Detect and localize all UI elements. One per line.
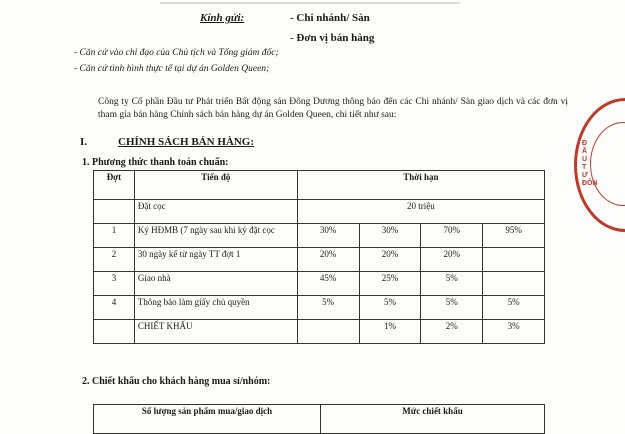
row-pct: 30% [297,224,359,248]
row-pct: 2% [421,320,483,344]
row-desc: CHIẾT KHẤU [134,320,297,344]
deposit-label: Đặt cọc [134,200,297,224]
row-pct: 45% [297,272,359,296]
row-pct: 1% [359,320,421,344]
section-number: I. [80,136,88,148]
row-pct: 5% [297,296,359,320]
row-pct: 5% [483,296,545,320]
kinh-gui-label: Kính gửi: [200,12,245,24]
row-pct: 95% [483,224,545,248]
header-thoi-han: Thời hạn [297,171,544,200]
row-dot: 4 [94,296,135,320]
row-desc: Ký HĐMB (7 ngày sau khi ký đặt cọc [134,224,297,248]
row-dot: 1 [94,224,135,248]
row-pct: 70% [421,224,483,248]
header-tien-do: Tiến độ [134,171,297,200]
row-desc: 30 ngày kể từ ngày TT đợt 1 [134,248,297,272]
cropped-header-line [160,0,460,4]
section-title: CHÍNH SÁCH BÁN HÀNG: [118,136,254,148]
bulk-discount-table [93,404,545,434]
row-pct: 20% [297,248,359,272]
recipient-1: - Chi nhánh/ Sàn [290,12,370,24]
row-pct: 25% [359,272,421,296]
company-seal-lettering: Đ Ầ U T Ư ĐÔN [582,140,598,187]
intro-paragraph: Công ty Cổ phần Đầu tư Phát triển Bất động sản Đông Dương thông báo đến các Chi nhánh/ Sàn giao dịch và các đơn vị tham gia bán hàng Chính sách bán hàng dự án Golden Queen, chi tiết như sau: [98,97,568,120]
row-pct [297,320,359,344]
disc-col-rate: Mức chiết khấu [321,405,545,434]
table-row [94,296,545,320]
row-dot: 2 [94,248,135,272]
table-row-discount [94,320,545,344]
header-dot: Đợt [94,171,135,200]
table-row [94,248,545,272]
recipient-2: - Đơn vị bán hàng [290,32,375,44]
row-pct [483,272,545,296]
row-pct [483,248,545,272]
row-pct: 3% [483,320,545,344]
deposit-value: 20 triệu [297,200,544,224]
row-pct: 30% [359,224,421,248]
row-pct: 5% [359,296,421,320]
row-pct: 20% [421,248,483,272]
table-row [94,224,545,248]
basis-line-2: - Căn cứ tình hình thực tế tại dự án Golden Queen; [74,64,270,74]
row-dot: 3 [94,272,135,296]
payment-schedule-table [93,170,545,344]
row-desc: Giao nhà [134,272,297,296]
subsection-discount-title: 2. Chiết khấu cho khách hàng mua sỉ/nhóm: [82,376,271,387]
basis-line-1: - Căn cứ vào chỉ đạo của Chủ tịch và Tổng giám đốc; [74,48,279,58]
row-pct: 20% [359,248,421,272]
row-pct: 5% [421,296,483,320]
row-pct: 5% [421,272,483,296]
table-row-deposit [94,200,545,224]
subsection-payment-title: 1. Phương thức thanh toán chuẩn: [82,157,229,168]
row-desc: Thông báo làm giấy chủ quyền [134,296,297,320]
row-dot [94,320,135,344]
disc-col-quantity: Số lượng sản phẩm mua/giao dịch [94,405,321,434]
table-row [94,272,545,296]
